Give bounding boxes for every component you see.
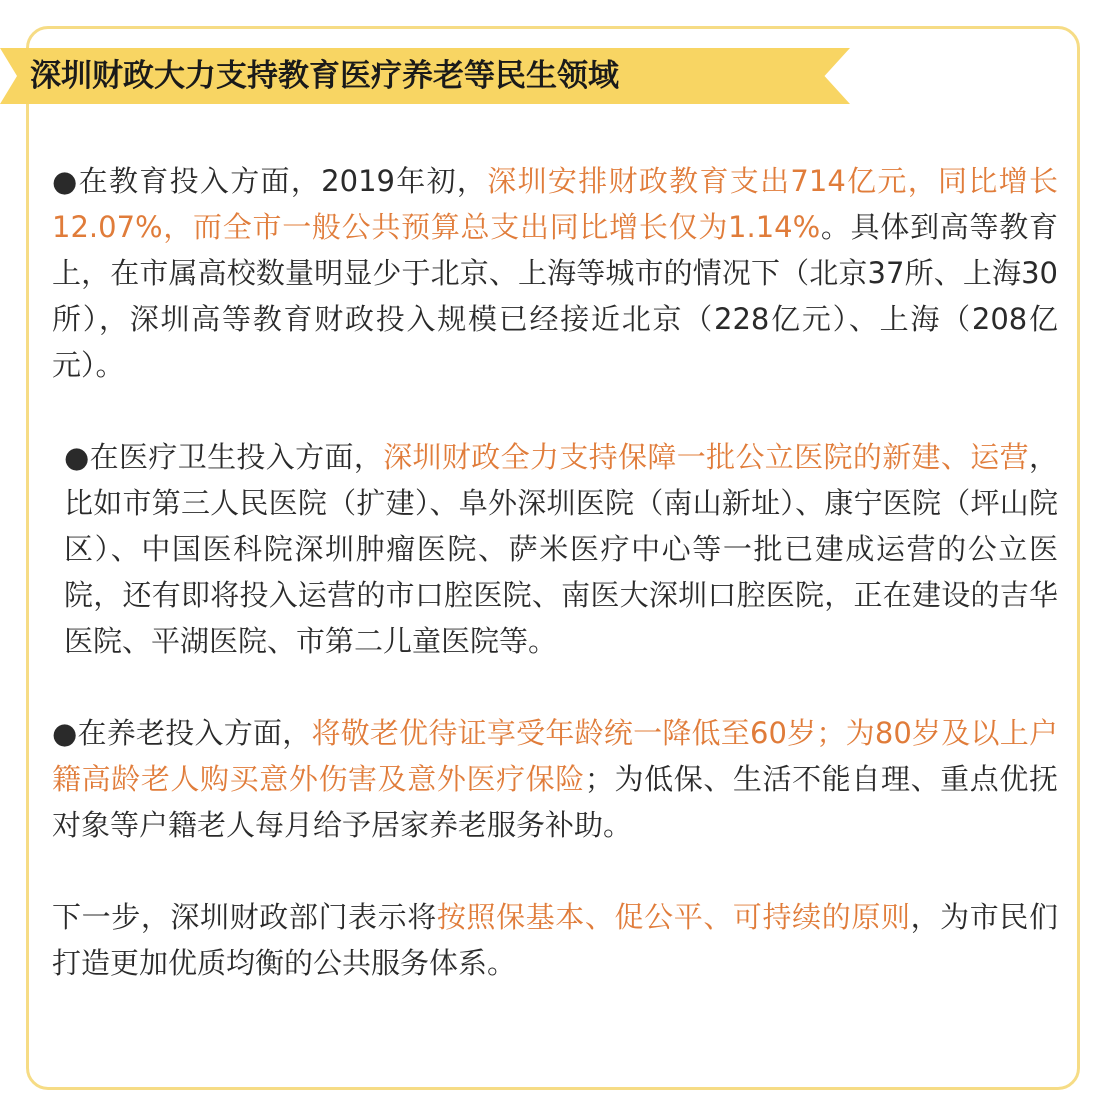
page-title: 深圳财政大力支持教育医疗养老等民生领域 (30, 58, 619, 94)
paragraph-elderly-care (52, 710, 1058, 848)
paragraph-text: ●在医疗卫生投入方面， (64, 440, 384, 474)
paragraph-text: ；为低保、生活不能自理、重点优抚对象等户籍老人每月给予居家养老服务补助。 (52, 762, 1058, 842)
paragraph-healthcare (52, 434, 1058, 664)
paragraph-text: ，比如市第三人民医院（扩建）、阜外深圳医院（南山新址）、康宁医院（坪山院区）、中国医科院深圳肿瘤医院、萨米医疗中心等一批已建成运营的公立医院，还有即将投入运营的市口腔医院、南医大深圳口腔医院，正在建设的吉华医院、平湖医院、市第二儿童医院等。 (64, 440, 1058, 658)
paragraph-text: ●在养老投入方面， (52, 716, 312, 750)
highlight-text: 深圳安排财政教育支出714亿元，同比增长12.07%，而全市一般公共预算总支出同比增长仅为1.14% (52, 164, 1059, 244)
highlight-text: 深圳财政全力支持保障一批公立医院的新建、运营 (383, 440, 1029, 474)
paragraph-education (52, 158, 1058, 388)
article-body (52, 158, 1058, 986)
highlight-text: 按照保基本、促公平、可持续的原则 (436, 900, 911, 934)
paragraph-text: ●在教育投入方面，2019年初， (52, 164, 488, 198)
paragraph-next-step (52, 894, 1058, 986)
highlight-text: 将敬老优待证享受年龄统一降低至60岁；为80岁及以上户籍高龄老人购买意外伤害及意外医疗保险 (52, 716, 1058, 796)
paragraph-text: ，为市民们打造更加优质均衡的公共服务体系。 (52, 900, 1058, 980)
paragraph-text: 下一步，深圳财政部门表示将 (52, 900, 437, 934)
paragraph-text: 。具体到高等教育上，在市属高校数量明显少于北京、上海等城市的情况下（北京37所、上海30所），深圳高等教育财政投入规模已经接近北京（228亿元）、上海（208亿元）。 (52, 210, 1058, 382)
